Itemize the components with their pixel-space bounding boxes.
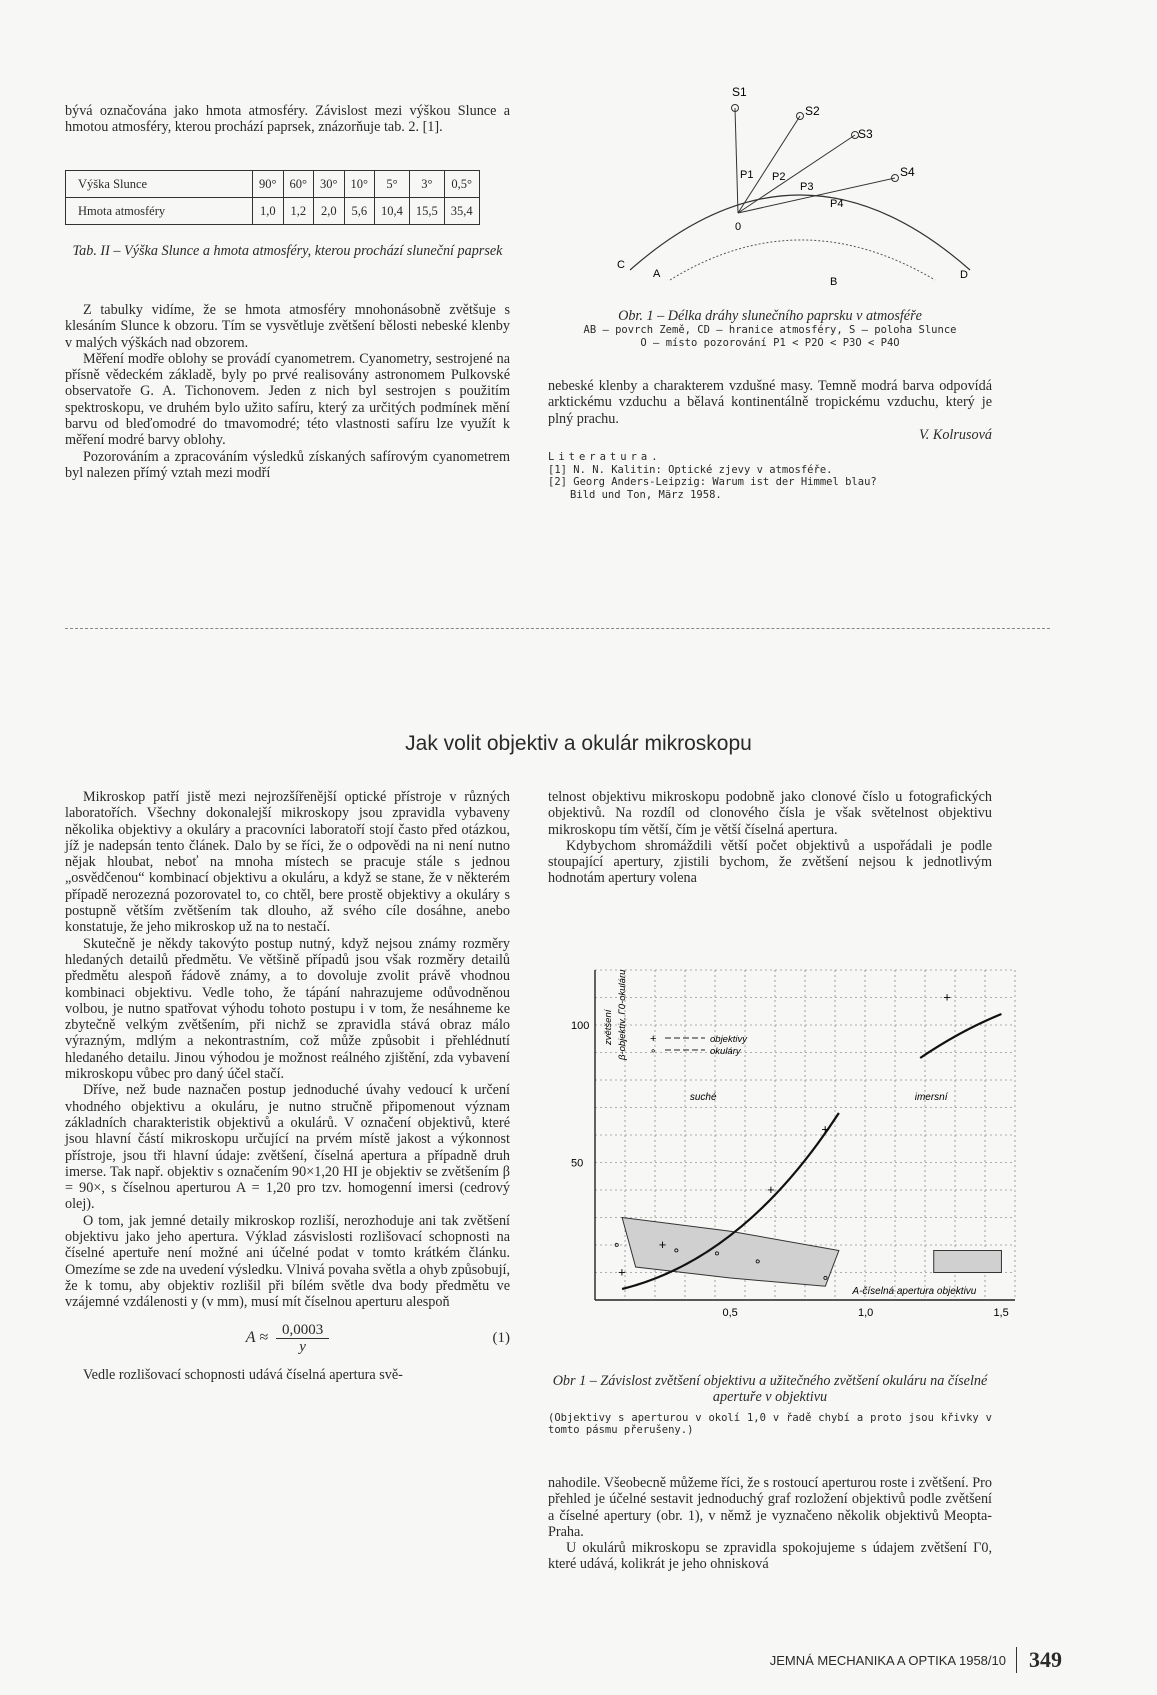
formula-denominator: y (299, 1339, 306, 1355)
paragraph: nahodile. Všeobecně můžeme říci, že s rostoucí aperturou roste i zvětšení. Pro přehled je účelné sestavit jednoduchý graf rozložení objektivů podle zvětšení a číselné apertury (obr. 1), v němž je vyznačeno několik objektivů Meopta-Praha. (548, 1475, 992, 1540)
formula-1 (65, 1317, 510, 1361)
formula-numerator: 0,0003 (276, 1322, 329, 1339)
chart-caption-block (548, 1373, 992, 1437)
article-title: Jak volit objektiv a okulár mikroskopu (405, 732, 752, 755)
paragraph: Skutečně je někdy takovýto postup nutný, když nejsou známy rozměry hledaných detailů předmětu. Ve většině případů jsou však rozměry detailů předmětu alespoň řádově známy, a to dovoluje zvolit právě vhodnou kombinaci objektivu. Vedle toho, že tápání nahrazujeme odůvodněnou volbou, je nutno spatřovat výhodu tohoto postupu i v tom, že nesáhneme ke zbytečně velkým zvětšením, při nichž se zpravidla stává obraz málo výrazným, mdlým a nekontrastním, což může způsobit i přehlédnutí hledaného detailu. Jinou výhodou je možnost reálného zjištění, zda vybavení mikroskopu vůbec pro daný účel stačí. (65, 935, 510, 1083)
objective-point: + (767, 1182, 775, 1197)
paragraph: nebeské klenby a charakterem vzdušné masy. Temně modrá barva odpovídá arktickému vzduchu a bělavá kontinentálně tropickému vzduchu, který je plný prachu. (548, 378, 992, 427)
earth-arc (670, 240, 935, 280)
label-p2: P2 (772, 171, 786, 183)
formula-number: (1) (492, 1330, 510, 1347)
author: V. Kolrusová (918, 426, 992, 443)
literature-item: [1] N. N. Kalitin: Optické zjevy v atmosféře. (548, 463, 833, 476)
eyepiece-point: ∘ (612, 1237, 621, 1252)
chart-caption: Obr 1 – Závislost zvětšení objektivu a užitečného zvětšení okuláru na číselné apertuře v objektivu (552, 1373, 988, 1406)
figure-legend: AB – povrch Země, CD – hranice atmosféry, S – poloha Slunce (583, 324, 957, 337)
table-2 (65, 170, 480, 225)
x-tick-label: 0,5 (722, 1307, 738, 1319)
article-right-column-top (548, 789, 992, 887)
legend-marker-circle: ∘ (650, 1046, 657, 1057)
article-left-column (65, 789, 510, 1383)
legend-entry: objektivy (710, 1034, 747, 1045)
label-c: C (617, 259, 625, 271)
eyepiece-band (622, 1218, 839, 1287)
paragraph: Měření modře oblohy se provádí cyanometrem. Cyanometry, sestrojené na přísně vědeckém základě, byly po prvé realisovány astronomem Pulkovské observatoře G. A. Tichonovem. Jeden z nich byl sestrojen s použitím spektroskopu, ve druhém bylo užito safíru, který za určitých podmínek mění barvu od bleďomodré do tmavomodré; této vlastnosti safíru lze využít k měření modré barvy oblohy. (65, 350, 510, 449)
paragraph: O tom, jak jemné detaily mikroskop rozliší, nerozhoduje ani tak zvětšení objektivu jako jeho apertura. Výklad zásvislosti rozlišovací schopnosti na číselné apertuře není možné ani účelné podat v tomto krátkém článku. Omezíme se zde na uvedení výsledku. Vlnivá povaha světla a ohyb způsobují, že k tomu, aby objektiv rozlišil při bílém světle dva body předmětu ve vzájemné vzdálenosti y (v mm), musí mít číselnou aperturu alespoň (65, 1212, 510, 1311)
x-tick-label: 1,5 (993, 1307, 1009, 1319)
top-right-body (548, 378, 992, 501)
literature-item: Bild und Ton, März 1958. (570, 488, 722, 501)
figure-legend: O – místo pozorování P1 < P2O < P3O < P4O (640, 336, 900, 349)
eyepiece-point: ∘ (753, 1253, 762, 1269)
y-tick-label: 100 (571, 1020, 590, 1032)
x-tick-label: 1,0 (857, 1307, 874, 1319)
table-caption-wrap (65, 243, 510, 259)
legend-marker-plus: + (650, 1033, 657, 1045)
article-right-column-bottom (548, 1475, 992, 1573)
y-tick-label: 50 (571, 1157, 584, 1170)
label-s1: S1 (732, 85, 747, 99)
top-right-caption (548, 308, 992, 349)
page-footer (770, 1647, 1062, 1673)
atmosphere-figure (590, 80, 990, 290)
table-row: Výška Slunce 90° 60° 30° 10° 5° 3° 0,5° (66, 171, 480, 198)
label-b: B (830, 276, 838, 288)
eyepiece-band-immersion (934, 1251, 1002, 1273)
ray-s1 (735, 108, 738, 213)
figure-caption: Obr. 1 – Délka dráhy slunečního paprsku v atmosféře (618, 308, 922, 324)
eyepiece-point: ∘ (821, 1270, 830, 1285)
objective-curve-immersion (920, 1014, 1001, 1058)
atmosphere-arc (630, 195, 970, 270)
paragraph: Dříve, než bude naznačen postup jednoduché úvahy vedoucí k určení vhodného objektivu a okuláru, je nutno stručně připomenout význam základních charakteristik objektivů a okulárů. V označení objektivů, které jsou hlavní částí mikroskopu určující na prvém místě jakost a výkonnost přístroje, jsou tři hlavní údaje: zvětšení, číselná apertura a případně druh imerse. Tak např. objektiv s označením 90×1,20 HI je objektiv se zvětšením β = 90×, s číselnou aperturou A = 1,20 pro tzv. homogenní imersi (cedrový olej). (65, 1082, 510, 1213)
region-label: imersní (914, 1092, 948, 1103)
paragraph: Mikroskop patří jistě mezi nejrozšířenější optické přístroje v různých laboratořích. Všechny dokonalejší mikroskopy jsou zpravidla vybaveny několika objektivy a okuláry a pracovníci laboratoří stojí často před otázkou, jíž je nadepsán tento článek. Dalo by se říci, že o odpovědi na ni není nutno nějak hloubat, neboť na mnoha místech se pracuje stále s jednou „osvědčenou“ kombinací objektivu a okuláru, a když se stane, že v některém případě nerozezná pozorovatel to, co chtěl, bere prostě objektivy a okuláry s postupně větším zvětšením tak dlouho, až svého cíle dosáhne, anebo konstatuje, že jeho mikroskop už na to nestačí. (65, 789, 510, 936)
label-s4: S4 (900, 165, 915, 179)
table-caption: Tab. II – Výška Slunce a hmota atmosféry, kterou prochází sluneční paprsek (72, 243, 503, 259)
table-row: Hmota atmosféry 1,0 1,2 2,0 5,6 10,4 15,5 35,4 (66, 198, 480, 225)
page-number: 349 (1016, 1647, 1062, 1673)
intro-paragraph: bývá označována jako hmota atmosféry. Závislost mezi výškou Slunce a hmotou atmosféry, kterou prochází paprsek, znázorňuje tab. 2. [1]. (65, 103, 510, 136)
top-left-body (65, 302, 510, 481)
paragraph: Vedle rozlišovací schopnosti udává číselná apertura svě- (83, 1366, 403, 1383)
label-s3: S3 (858, 127, 873, 141)
paragraph: U okulárů mikroskopu se zpravidla spokojujeme s údajem zvětšení Γ0, které udává, kolikrát je jeho ohnisková (548, 1540, 992, 1573)
objective-point: + (821, 1121, 829, 1137)
eyepiece-point: ∘ (712, 1245, 722, 1261)
label-d: D (960, 269, 968, 281)
chart-note: (Objektivy s aperturou v okolí 1,0 v řadě chybí a proto jsou křivky v tomto pásmu přerušeny.) (548, 1411, 992, 1437)
y-axis-label: β-objektiv, Γ0-okuláru (617, 969, 628, 1060)
journal-name: JEMNÁ MECHANIKA A OPTIKA 1958/10 (769, 1652, 1006, 1668)
eyepiece-point: ∘ (672, 1242, 681, 1258)
section-divider (65, 628, 1050, 629)
ray-s2 (738, 116, 800, 213)
label-p3: P3 (800, 181, 814, 193)
x-axis-label: A-číselná apertura objektivu (852, 1286, 977, 1297)
formula-fraction (276, 1322, 329, 1356)
paragraph: Pozorováním a zpracováním výsledků získaných safírovým cyanometrem byl nalezen přímý vztah mezi modří (65, 448, 510, 481)
literature-item: [2] Georg Anders-Leipzig: Warum ist der Himmel blau? (548, 476, 877, 489)
literature (548, 451, 992, 501)
label-a: A (653, 268, 661, 280)
literature-title: Literatura. (548, 451, 662, 464)
label-p4: P4 (830, 198, 844, 210)
label-o: 0 (735, 221, 742, 233)
legend-entry: okuláry (710, 1046, 741, 1057)
label-s2: S2 (805, 104, 820, 118)
y-unit-label: zvětšení (603, 1009, 614, 1045)
objective-point: + (943, 989, 951, 1005)
objective-point: + (658, 1237, 667, 1252)
region-label: suché (689, 1092, 717, 1103)
objective-point: + (618, 1264, 626, 1280)
paragraph: Z tabulky vidíme, že se hmota atmosféry mnohonásobně zvětšuje s klesáním Slunce k obzoru. Tím se vysvětluje zvětšení bělosti nebeské klenby v malých výškách nad obzorem. (65, 302, 510, 351)
magnification-aperture-chart (565, 960, 1065, 1345)
label-p1: P1 (740, 169, 754, 181)
paragraph: Kdybychom shromáždili větší počet objektivů a uspořádali je podle stoupající apertury, zjistili bychom, že zvětšení nejsou k jednotlivým hodnotám apertury volena (548, 837, 992, 887)
paragraph: telnost objektivu mikroskopu podobně jako clonové číslo u fotografických objektivů. Na rozdíl od clonového čísla je však světelnost objektivu mikroskopu tím větší, čím je větší číselná apertura. (548, 789, 992, 838)
formula-lhs: A ≈ (245, 1329, 268, 1347)
top-left-column (65, 103, 510, 136)
